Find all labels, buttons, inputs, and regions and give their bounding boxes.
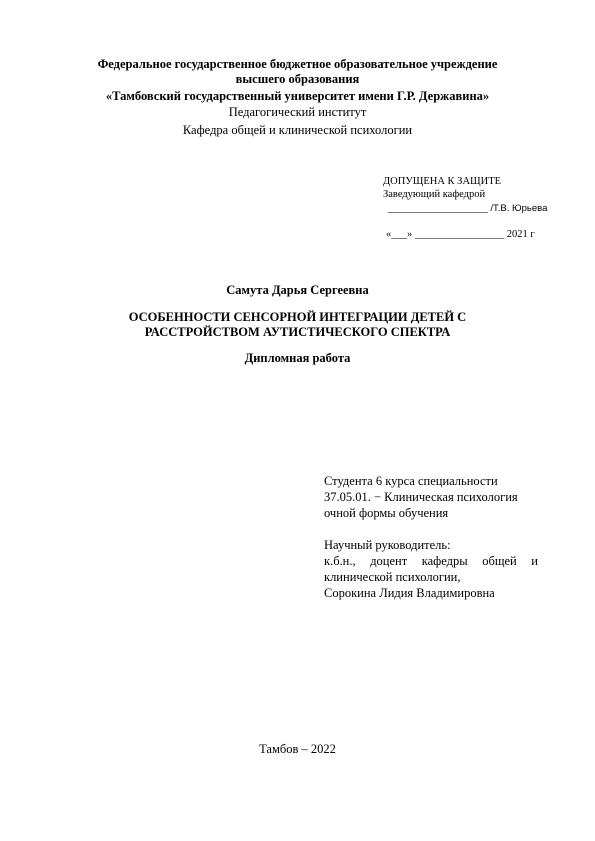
approval-signature-line (388, 202, 547, 215)
student-line-1: Студента 6 курса специальности (324, 474, 498, 488)
approval-head-name: /Т.В. Юрьева (490, 203, 548, 214)
supervisor-word: к.б.н., (324, 554, 356, 568)
university-name: «Тамбовский государственный университет имени Г.Р. Державина» (105, 89, 490, 103)
approval-title: ДОПУЩЕНА К ЗАЩИТЕ (383, 176, 502, 187)
department-name: Кафедра общей и клинической психологии (182, 123, 413, 137)
supervisor-degree-line (324, 553, 538, 569)
supervisor-word: кафедры (421, 554, 468, 568)
supervisor-word: доцент (370, 554, 408, 568)
student-block (324, 473, 538, 521)
supervisor-name: Сорокина Лидия Владимировна (324, 586, 495, 600)
institution-line-2: высшего образования (235, 72, 360, 86)
supervisor-label: Научный руководитель: (324, 538, 451, 552)
work-type: Дипломная работа (244, 351, 351, 365)
supervisor-department: клинической психологии, (324, 570, 461, 584)
supervisor-word: и (531, 554, 538, 568)
city-year: Тамбов – 2022 (259, 742, 336, 756)
student-line-2: 37.05.01. − Клиническая психология (324, 490, 518, 504)
thesis-title-line-2: РАССТРОЙСТВОМ АУТИСТИЧЕСКОГО СПЕКТРА (144, 325, 451, 339)
supervisor-block (324, 537, 538, 601)
thesis-title-line-1: ОСОБЕННОСТИ СЕНСОРНОЙ ИНТЕГРАЦИИ ДЕТЕЙ С (128, 310, 467, 324)
approval-date-line: «___» _________________ 2021 г (386, 229, 535, 240)
author-name: Самута Дарья Сергеевна (226, 283, 369, 297)
institution-line-1: Федеральное государственное бюджетное образовательное учреждение (97, 57, 498, 71)
student-line-3: очной формы обучения (324, 506, 449, 520)
supervisor-word: общей (482, 554, 517, 568)
signature-blank: ___________________ (388, 203, 488, 214)
approval-head-label: Заведующий кафедрой (383, 189, 486, 200)
institute-name: Педагогический институт (228, 105, 367, 119)
